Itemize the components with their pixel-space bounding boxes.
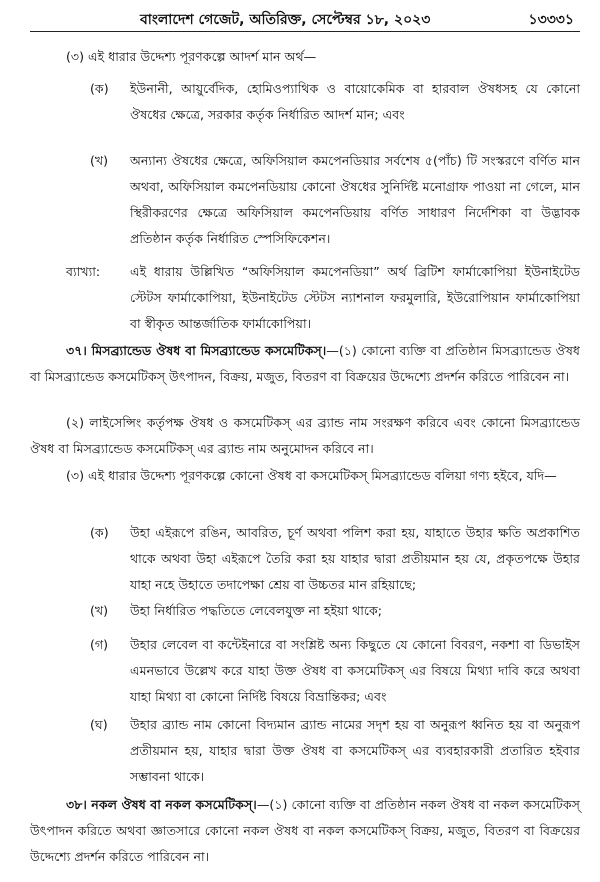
sec37-sub2-text: (২) লাইসেন্সিং কর্তৃপক্ষ ঔষধ ও কসমেটিকস্‌ এর ব্র্যান্ড নাম সংরক্ষণ করিবে এবং কোনো মিসব্র্যান্ডেড ঔষধ বা মিসব্র্যান্ডেড কসমেটিকস্‌ এর ব্র্যান্ড নাম অনুমোদন করিবে না। [30, 415, 580, 456]
sec38-sub1-text: —(১) কোনো ব্যক্তি বা প্রতিষ্ঠান নকল ঔষধ বা নকল কসমেটিকস্‌ উৎপাদন করিতে অথবা জ্ঞাতসারে কোনো নকল ঔষধ বা নকল কসমেটিকস্‌ বিক্রয়, মজুত, বিতরণ বা বিক্রয়ের উদ্দেশ্যে প্রদর্শন করিতে পারিবেন না। [30, 797, 580, 864]
header-divider [30, 31, 580, 32]
sec36-clause-kha-text: অন্যান্য ঔষধের ক্ষেত্রে, অফিসিয়াল কমপেনডিয়ার সর্বশেষ ৫(পাঁচ) টি সংস্করণে বর্ণিত মান অথবা, অফিসিয়াল কমপেনডিয়ায় কোনো ঔষধের সুনির্দিষ্ট মনোগ্রাফ পাওয়া না গেলে, মান স্থিরীকরণের ক্ষেত্রে অফিসিয়াল কমপেনডিয়ায় বর্ণিত সাধারণ নির্দেশিকা বা উদ্ভাবক প্রতিষ্ঠান কর্তৃক নির্ধারিত স্পেসিফিকেশন। [130, 153, 580, 246]
sec37-sub3-text: (৩) এই ধারার উদ্দেশ্য পূরণকল্পে কোনো ঔষধ বা কসমেটিকস্‌ মিসব্র্যান্ডেড বলিয়া গণ্য হইবে, যদি— [66, 468, 557, 483]
sec36-sub3-lead: (৩) এই ধারার উদ্দেশ্য পূরণকল্পে আদর্শ মান অর্থ— [66, 49, 317, 64]
sec37-sub1-text: —(১) কোনো ব্যক্তি বা প্রতিষ্ঠান মিসব্র্যান্ডেড ঔষধ বা মিসব্র্যান্ডেড কসমেটিকস্‌ উৎপাদন, বিক্রয়, মজুত, বিতরণ বা বিক্রয়ের উদ্দেশ্যে প্রদর্শন করিতে পারিবেন না। [30, 343, 580, 384]
sec37-heading: ৩৭। মিসব্র্যান্ডেড ঔষধ বা মিসব্র্যান্ডেড কসমেটিকস্‌। [66, 343, 327, 358]
sec37-clause-ga-text: উহার লেবেল বা কন্টেইনারে বা সংশ্লিষ্ট অন্য কিছুতে যে কোনো বিবরণ, নকশা বা ডিভাইস এমনভাবে উল্লেখ করে যাহা উক্ত ঔষধ বা কসমেটিকস্‌ এর বিষয়ে মিথ্যা দাবি করে অথবা যাহা মিথ্যা বা কোনো নির্দিষ্ট বিষয়ে বিভ্রান্তিকর; এবং [130, 637, 580, 704]
page-header [0, 8, 600, 30]
sec38-paragraph-1 [30, 792, 580, 870]
sec36-clause-ka-text: ইউনানী, আয়ুর্বেদিক, হোমিওপ্যাথিক ও বায়োকেমিক বা হারবাল ঔষধসহ যে কোনো ঔষধের ক্ষেত্রে, সরকার কর্তৃক নির্ধারিত আদর্শ মান; এবং [130, 81, 580, 122]
sec36-explanation-label: ব্যাখ্যা: [66, 264, 101, 279]
sec37-clause-kha-label: (খ) [90, 603, 109, 618]
sec37-clause-gha-label: (ঘ) [90, 717, 108, 732]
sec36-clause-ka-label: (ক) [90, 81, 109, 96]
sec37-clause-ka-text: উহা এইরূপে রঙিন, আবরিত, চূর্ণ অথবা পলিশ করা হয়, যাহাতে উহার ক্ষতি অপ্রকাশিত থাকে অথবা উহা এইরূপে তৈরি করা হয় যাহার দ্বারা প্রতীয়মান হয় যে, প্রকৃতপক্ষে উহার যাহা নহে উহাতে তদাপেক্ষা শ্রেয় বা উচ্চতর মান রহিয়াছে; [130, 525, 580, 592]
sec36-explanation-text: এই ধারায় উল্লিখিত “অফিসিয়াল কমপেনডিয়া” অর্থ ব্রিটিশ ফার্মাকোপিয়া ইউনাইটেড স্টেটস ফার্মাকোপিয়া, ইউনাইটেড স্টেটস ন্যাশনাল ফরমুলারি, ইউরোপিয়ান ফার্মাকোপিয়া বা স্বীকৃত আন্তর্জাতিক ফার্মাকোপিয়া। [130, 264, 580, 331]
sec37-paragraph-1 [30, 338, 580, 390]
sec37-clause-ga-label: (গ) [90, 637, 109, 652]
sec37-clause-kha-text: উহা নির্ধারিত পদ্ধতিতে লেবেলযুক্ত না হইয়া থাকে; [130, 603, 383, 618]
sec37-clause-ka-label: (ক) [90, 525, 109, 540]
sec38-heading: ৩৮। নকল ঔষধ বা নকল কসমেটিকস্‌। [66, 797, 257, 812]
sec36-clause-kha-label: (খ) [90, 153, 109, 168]
page-number: ১৩৩৩১ [528, 12, 574, 28]
sec37-clause-gha-text: উহার ব্র্যান্ড নাম কোনো বিদ্যমান ব্র্যান্ড নামের সদৃশ হয় বা অনুরূপ ধ্বনিত হয় বা অনুরূপ প্রতীয়মান হয়, যাহার দ্বারা উক্ত ঔষধ বা কসমেটিকস্‌ এর ব্যবহারকারী প্রতারিত হইবার সম্ভাবনা থাকে। [130, 717, 580, 784]
gazette-header-title: বাংলাদেশ গেজেট, অতিরিক্ত, সেপ্টেম্বর ১৮, ২০২৩ [140, 12, 431, 28]
